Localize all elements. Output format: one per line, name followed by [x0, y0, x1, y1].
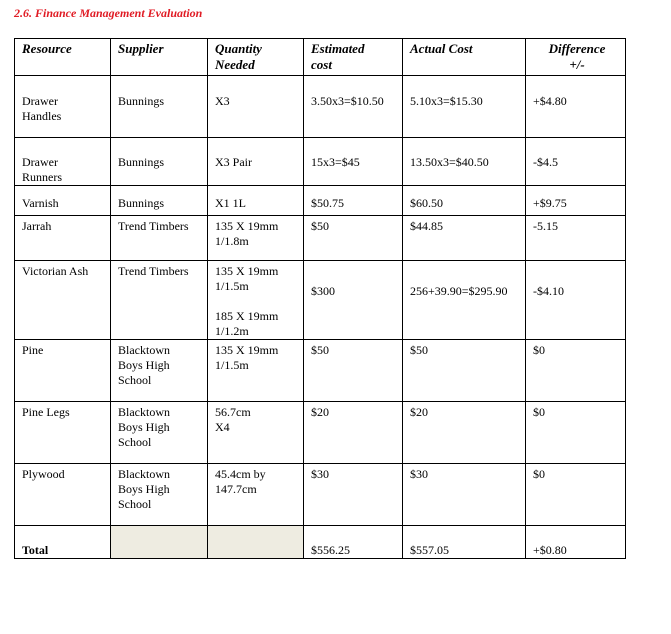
- cell-actual: $44.85: [403, 216, 526, 261]
- cell-estimated: $20: [304, 402, 403, 464]
- total-quantity-empty: [208, 526, 304, 559]
- cell-actual: $60.50: [403, 186, 526, 216]
- header-quantity: Quantity Needed: [208, 39, 304, 76]
- cell-resource: Varnish: [15, 186, 111, 216]
- cell-estimated: $300: [304, 261, 403, 340]
- cell-supplier: Blacktown Boys High School: [111, 402, 208, 464]
- cell-quantity: X3: [208, 76, 304, 138]
- cell-actual: $30: [403, 464, 526, 526]
- cell-supplier: Blacktown Boys High School: [111, 464, 208, 526]
- cell-quantity: 135 X 19mm 1/1.8m: [208, 216, 304, 261]
- cell-supplier: Trend Timbers: [111, 261, 208, 340]
- cell-quantity: 135 X 19mm 1/1.5m: [208, 340, 304, 402]
- cell-actual: $50: [403, 340, 526, 402]
- table-row: [15, 340, 626, 402]
- cell-resource: Drawer Handles: [15, 76, 111, 138]
- cell-actual: 5.10x3=$15.30: [403, 76, 526, 138]
- total-difference: +$0.80: [526, 526, 626, 559]
- cell-supplier: Bunnings: [111, 186, 208, 216]
- header-estimated: Estimated cost: [304, 39, 403, 76]
- cell-difference: $0: [526, 464, 626, 526]
- cell-supplier: Bunnings: [111, 76, 208, 138]
- total-estimated: $556.25: [304, 526, 403, 559]
- cell-estimated: $50.75: [304, 186, 403, 216]
- cell-supplier: Blacktown Boys High School: [111, 340, 208, 402]
- table-row: [15, 464, 626, 526]
- cell-estimated: 3.50x3=$10.50: [304, 76, 403, 138]
- table-row: [15, 186, 626, 216]
- cell-difference: -$4.5: [526, 138, 626, 186]
- cell-actual: $20: [403, 402, 526, 464]
- cell-quantity: X1 1L: [208, 186, 304, 216]
- total-actual: $557.05: [403, 526, 526, 559]
- cell-actual: 13.50x3=$40.50: [403, 138, 526, 186]
- cell-quantity: 45.4cm by 147.7cm: [208, 464, 304, 526]
- total-row: [15, 526, 626, 559]
- cell-estimated: $50: [304, 340, 403, 402]
- table-row: [15, 76, 626, 138]
- cell-supplier: Trend Timbers: [111, 216, 208, 261]
- cell-resource: Drawer Runners: [15, 138, 111, 186]
- cell-resource: Jarrah: [15, 216, 111, 261]
- cell-difference: +$9.75: [526, 186, 626, 216]
- cell-resource: Pine Legs: [15, 402, 111, 464]
- cell-resource: Plywood: [15, 464, 111, 526]
- total-label: Total: [15, 526, 111, 559]
- cell-difference: -$4.10: [526, 261, 626, 340]
- header-resource: Resource: [15, 39, 111, 76]
- table-row: [15, 261, 626, 340]
- cell-supplier: Bunnings: [111, 138, 208, 186]
- cell-quantity: 56.7cm X4: [208, 402, 304, 464]
- cell-difference: $0: [526, 340, 626, 402]
- total-supplier-empty: [111, 526, 208, 559]
- cell-difference: $0: [526, 402, 626, 464]
- cell-estimated: $30: [304, 464, 403, 526]
- cell-difference: +$4.80: [526, 76, 626, 138]
- cell-resource: Victorian Ash: [15, 261, 111, 340]
- section-heading: 2.6. Finance Management Evaluation: [14, 6, 203, 20]
- cell-quantity: 135 X 19mm 1/1.5m 185 X 19mm 1/1.2m: [208, 261, 304, 340]
- header-actual: Actual Cost: [403, 39, 526, 76]
- header-supplier: Supplier: [111, 39, 208, 76]
- table-row: [15, 138, 626, 186]
- cell-estimated: $50: [304, 216, 403, 261]
- table-row: [15, 216, 626, 261]
- header-row: [15, 39, 626, 76]
- cell-actual: 256+39.90=$295.90: [403, 261, 526, 340]
- finance-table: [14, 38, 626, 559]
- cell-difference: -5.15: [526, 216, 626, 261]
- cell-quantity: X3 Pair: [208, 138, 304, 186]
- cell-resource: Pine: [15, 340, 111, 402]
- table-row: [15, 402, 626, 464]
- header-difference: Difference +/-: [526, 39, 626, 76]
- cell-estimated: 15x3=$45: [304, 138, 403, 186]
